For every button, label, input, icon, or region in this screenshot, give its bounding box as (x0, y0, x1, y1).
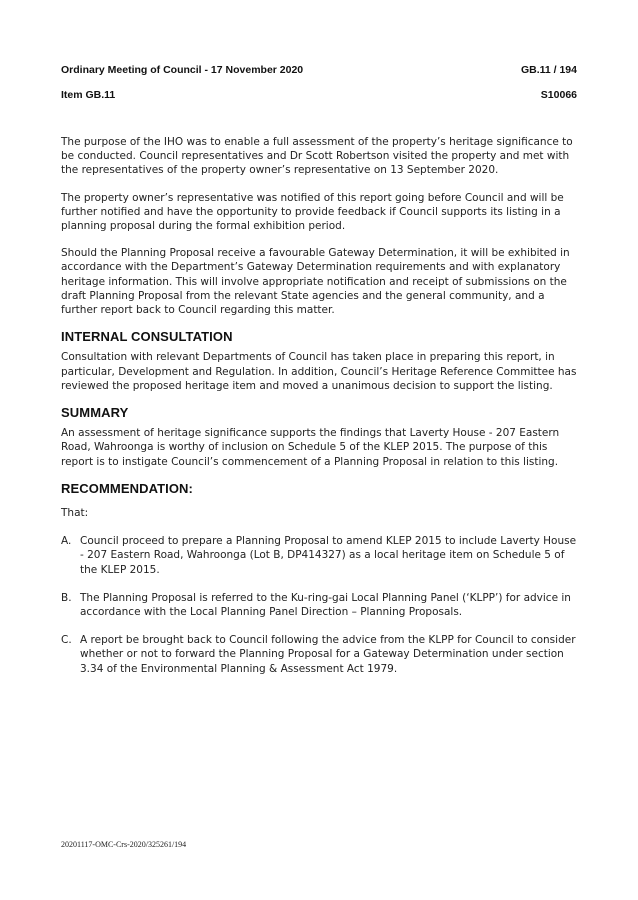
body-paragraph-2: The property owner’s representative was notified of this report going before Council and will be further notified and have the opportunity to provide feedback if Council supports its listing in a planning proposal during the formal exhibition period. (61, 191, 564, 233)
recommendation-letter: A. (61, 535, 72, 548)
page-header (61, 64, 577, 76)
recommendation-letter: C. (61, 634, 72, 647)
recommendation-item-a (61, 534, 581, 577)
summary-heading: SUMMARY (61, 405, 129, 421)
recommendation-item-c (61, 633, 581, 676)
recommendation-text: A report be brought back to Council following the advice from the KLPP for Council to consider whether or not to forward the Planning Proposal for a Gateway Determination under section 3.34 of the Environmental Planning & Assessment Act 1979. (80, 634, 576, 675)
recommendation-text: Council proceed to prepare a Planning Proposal to amend KLEP 2015 to include Laverty House - 207 Eastern Road, Wahroonga (Lot B, DP414327) as a local heritage item on Schedule 5 of the KLEP 2015. (80, 535, 577, 576)
item-number: Item GB.11 (61, 89, 116, 101)
recommendation-list (61, 534, 581, 676)
report-content (61, 135, 581, 690)
internal-consultation-heading: INTERNAL CONSULTATION (61, 329, 233, 345)
recommendation-item-b (61, 591, 581, 619)
file-reference: S10066 (540, 89, 577, 101)
recommendation-intro: That: (61, 507, 89, 520)
recommendation-text: The Planning Proposal is referred to the Ku-ring-gai Local Planning Panel (‘KLPP’) for advice in accordance with the Local Planning Panel Direction – Planning Proposals. (80, 591, 571, 619)
internal-consultation-text: Consultation with relevant Departments of Council has taken place in preparing this report, in particular, Development and Regulation. In addition, Council’s Heritage Reference Committee has reviewed the proposed heritage item and moved a unanimous decision to support the listing. (61, 351, 577, 392)
body-paragraph-1: The purpose of the IHO was to enable a full assessment of the property’s heritage significance to be conducted. Council representatives and Dr Scott Robertson visited the property and met with the representatives of the property owner’s representative on 13 September 2020. (61, 136, 573, 177)
document-reference-footer: 20201117-OMC-Crs-2020/325261/194 (61, 840, 187, 849)
item-header (61, 89, 577, 101)
summary-text: An assessment of heritage significance supports the findings that Laverty House - 207 Eastern Road, Wahroonga is worthy of inclusion on Schedule 5 of the KLEP 2015. The purpose of this report is to instigate Council’s commencement of a Planning Proposal in relation to this listing. (61, 427, 560, 468)
page-reference: GB.11 / 194 (520, 64, 577, 76)
meeting-title: Ordinary Meeting of Council - 17 November 2020 (61, 64, 304, 76)
recommendation-heading: RECOMMENDATION: (61, 480, 193, 496)
recommendation-letter: B. (61, 591, 72, 604)
body-paragraph-3: Should the Planning Proposal receive a favourable Gateway Determination, it will be exhibited in accordance with the Department’s Gateway Determination requirements and with explanatory heritage information. This will involve appropriate notification and receipt of submissions on the draft Planning Proposal from the relevant State agencies and the general community, and a further report back to Council regarding this matter. (61, 247, 570, 317)
